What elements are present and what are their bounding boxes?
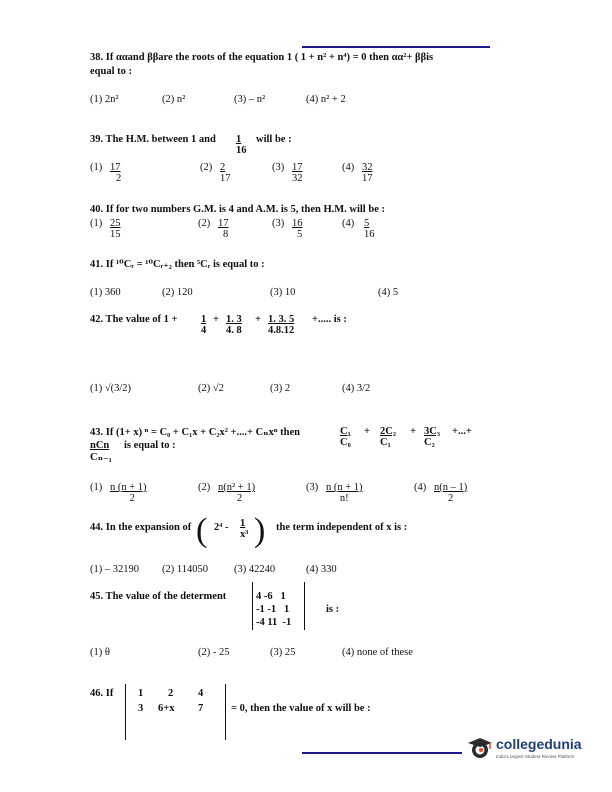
q38-option-4: (4) n² + 2 bbox=[306, 94, 346, 105]
q45-det-row-2: -1 -1 1 bbox=[256, 604, 290, 615]
q44-left-paren: ( bbox=[196, 512, 208, 549]
q42-option-1: (1) √(3/2) bbox=[90, 383, 132, 394]
q42-t2-den: 4. 8 bbox=[226, 325, 242, 336]
q40-option-3-label: (3) bbox=[272, 218, 285, 229]
q42-question-post: +..... is : bbox=[312, 314, 347, 325]
collegedunia-logo bbox=[466, 734, 602, 766]
q42-plus-1: + bbox=[213, 314, 219, 325]
q39-option-4-label: (4) bbox=[342, 162, 355, 173]
q42-question: 42. The value of 1 + bbox=[90, 314, 178, 325]
q40-option-2 bbox=[218, 218, 229, 240]
q40-o3-den: 5 bbox=[297, 229, 303, 240]
q43-option-1-label: (1) bbox=[90, 482, 103, 493]
q45-det-right-bar bbox=[304, 582, 305, 630]
q43-t1-num: C₁ bbox=[340, 426, 351, 437]
q46-cell-r1c3: 4 bbox=[198, 688, 204, 699]
q45-option-2: (2) - 25 bbox=[198, 647, 230, 658]
q43-term-1 bbox=[340, 426, 359, 448]
q43-option-1 bbox=[110, 482, 155, 504]
q46-cell-r1c2: 2 bbox=[168, 688, 174, 699]
top-rule bbox=[302, 46, 490, 48]
logo-name: collegedunia bbox=[496, 736, 582, 752]
q40-o1-num: 25 bbox=[110, 218, 121, 229]
q40-o4-den: 16 bbox=[364, 229, 375, 240]
q39-o1-den: 2 bbox=[116, 173, 122, 184]
q39-frac-den: 16 bbox=[236, 145, 247, 156]
q46-question: 46. If bbox=[90, 688, 114, 699]
q43-option-4 bbox=[434, 482, 467, 504]
q44-right-paren: ) bbox=[254, 512, 266, 549]
q38-option-2: (2) n² bbox=[162, 94, 186, 105]
q43-o4-den: 2 bbox=[448, 493, 454, 504]
q43-o1-num: n (n + 1) bbox=[110, 482, 147, 493]
q43-o4-num: n(n – 1) bbox=[434, 482, 468, 493]
q40-o3-num: 16 bbox=[292, 218, 303, 229]
q46-cell-r2c3: 7 bbox=[198, 703, 204, 714]
q44-expr-a: 2⁴ - bbox=[214, 522, 229, 533]
q41-option-1: (1) 360 bbox=[90, 287, 121, 298]
q42-t3-den: 4.8.12 bbox=[268, 325, 295, 336]
q41-question: 41. If ¹⁰Cᵣ = ¹⁰Cᵣ₊₂ then ⁵Cᵣ is equal to : bbox=[90, 259, 265, 270]
q43-question-post: +...+ bbox=[452, 426, 472, 437]
q42-t3-num: 1. 3. 5 bbox=[268, 314, 295, 325]
q46-det-left-bar bbox=[125, 684, 126, 740]
q40-option-3 bbox=[292, 218, 303, 240]
q39-o3-den: 32 bbox=[292, 173, 303, 184]
q39-o1-num: 17 bbox=[110, 162, 121, 173]
q40-o2-num: 17 bbox=[218, 218, 229, 229]
q43-o3-den: n! bbox=[339, 493, 349, 504]
q40-option-1-label: (1) bbox=[90, 218, 103, 229]
q46-det-right-bar bbox=[225, 684, 226, 740]
q39-option-3 bbox=[292, 162, 303, 184]
q39-option-1-label: (1) bbox=[90, 162, 103, 173]
q43-t2-den: C₁ bbox=[380, 437, 391, 448]
q44-option-1: (1) – 32190 bbox=[90, 564, 139, 575]
q41-option-3: (3) 10 bbox=[270, 287, 296, 298]
q38-option-1: (1) 2n² bbox=[90, 94, 119, 105]
q39-question: 39. The H.M. between 1 and bbox=[90, 134, 216, 145]
q44-question-post: the term independent of x is : bbox=[276, 522, 408, 533]
q39-fraction bbox=[236, 134, 251, 156]
q46-cell-r1c1: 1 bbox=[138, 688, 144, 699]
q40-option-4-label: (4) bbox=[342, 218, 355, 229]
q44-option-3: (3) 42240 bbox=[234, 564, 276, 575]
q44-option-2: (2) 114050 bbox=[162, 564, 208, 575]
q43-option-2-label: (2) bbox=[198, 482, 211, 493]
q39-o2-den: 17 bbox=[220, 173, 231, 184]
q39-question-post: will be : bbox=[256, 134, 292, 145]
q42-option-2: (2) √2 bbox=[198, 383, 224, 394]
q39-o4-den: 17 bbox=[362, 173, 373, 184]
q39-option-2-label: (2) bbox=[200, 162, 213, 173]
bottom-rule bbox=[302, 752, 462, 754]
logo-tagline: India's largest Student Review Platform bbox=[496, 754, 575, 759]
q42-plus-2: + bbox=[255, 314, 261, 325]
q40-o4-num: 5 bbox=[364, 218, 370, 229]
q45-question-post: is : bbox=[326, 604, 340, 615]
q43-option-4-label: (4) bbox=[414, 482, 427, 493]
q46-cell-r2c1: 3 bbox=[138, 703, 144, 714]
q44-expr-frac bbox=[240, 518, 251, 540]
q42-t2-num: 1. 3 bbox=[226, 314, 242, 325]
q42-term-2 bbox=[226, 314, 242, 336]
q39-o4-num: 32 bbox=[362, 162, 373, 173]
q39-option-2 bbox=[220, 162, 231, 184]
q46-question-post: = 0, then the value of x will be : bbox=[231, 703, 371, 714]
q44-option-4: (4) 330 bbox=[306, 564, 337, 575]
q46-cell-r2c2: 6+x bbox=[158, 703, 175, 714]
q43-question: 43. If (1+ x) ⁿ = C₀ + C₁x + C₂x² +....+ Cₙxⁿ then bbox=[90, 427, 300, 438]
q43-option-3 bbox=[326, 482, 363, 504]
q40-question: 40. If for two numbers G.M. is 4 and A.M. is 5, then H.M. will be : bbox=[90, 204, 385, 215]
q40-option-4 bbox=[364, 218, 375, 240]
q39-o2-num: 2 bbox=[220, 162, 226, 173]
q43-plus-1: + bbox=[364, 426, 370, 437]
q43-t1-den: C₀ bbox=[340, 437, 351, 448]
q45-det-left-bar bbox=[252, 582, 253, 630]
q40-o1-den: 15 bbox=[110, 229, 121, 240]
q43-term-2 bbox=[380, 426, 396, 448]
q43-o1-den: 2 bbox=[129, 493, 135, 504]
q41-option-4: (4) 5 bbox=[378, 287, 399, 298]
q43-t3-num: 3C₃ bbox=[424, 426, 440, 437]
q42-option-3: (3) 2 bbox=[270, 383, 291, 394]
q39-o3-num: 17 bbox=[292, 162, 303, 173]
q41-option-2: (2) 120 bbox=[162, 287, 193, 298]
q42-term-1 bbox=[198, 314, 209, 336]
q40-option-2-label: (2) bbox=[198, 218, 211, 229]
q42-t1-den: 4 bbox=[201, 325, 207, 336]
q45-option-3: (3) 25 bbox=[270, 647, 296, 658]
q43-option-2 bbox=[218, 482, 261, 504]
q42-option-4: (4) 3/2 bbox=[342, 383, 371, 394]
q45-option-1: (1) θ bbox=[90, 647, 110, 658]
q39-frac-num: 1 bbox=[236, 134, 242, 145]
graduate-cap-icon bbox=[466, 734, 494, 762]
q43-question-cont: is equal to : bbox=[124, 440, 176, 451]
q44-question: 44. In the expansion of bbox=[90, 522, 192, 533]
q45-question: 45. The value of the determent bbox=[90, 591, 227, 602]
q43-o3-num: n (n + 1) bbox=[326, 482, 363, 493]
q43-tn-den: Cₙ₋₁ bbox=[90, 452, 112, 463]
q45-det-row-1: 4 -6 1 bbox=[256, 591, 286, 602]
q44-expr-num: 1 bbox=[240, 518, 246, 529]
q43-option-3-label: (3) bbox=[306, 482, 319, 493]
q39-option-1 bbox=[110, 162, 121, 184]
q42-term-3 bbox=[268, 314, 294, 336]
q38-question: 38. If ααand ββare the roots of the equation 1 ( 1 + n² + n⁴) = 0 then αα²+ ββis bbox=[90, 52, 434, 63]
q43-t2-num: 2C₂ bbox=[380, 426, 396, 437]
q44-expr-den: x³ bbox=[240, 529, 249, 540]
q45-det-row-3: -4 11 -1 bbox=[256, 617, 292, 628]
q43-term-3 bbox=[424, 426, 440, 448]
q45-option-4: (4) none of these bbox=[342, 647, 413, 658]
q43-o2-num: n(n² + 1) bbox=[218, 482, 256, 493]
q38-question-cont: equal to : bbox=[90, 66, 132, 77]
q38-option-3: (3) – n² bbox=[234, 94, 266, 105]
q39-option-4 bbox=[362, 162, 373, 184]
q40-o2-den: 8 bbox=[223, 229, 229, 240]
q43-o2-den: 2 bbox=[236, 493, 243, 504]
q43-tn-num: nCn bbox=[90, 440, 110, 451]
q40-option-1 bbox=[110, 218, 121, 240]
q39-option-3-label: (3) bbox=[272, 162, 285, 173]
q42-t1-num: 1 bbox=[201, 314, 207, 325]
q43-term-n bbox=[90, 440, 112, 463]
q43-plus-2: + bbox=[410, 426, 416, 437]
q43-t3-den: C₂ bbox=[424, 437, 435, 448]
